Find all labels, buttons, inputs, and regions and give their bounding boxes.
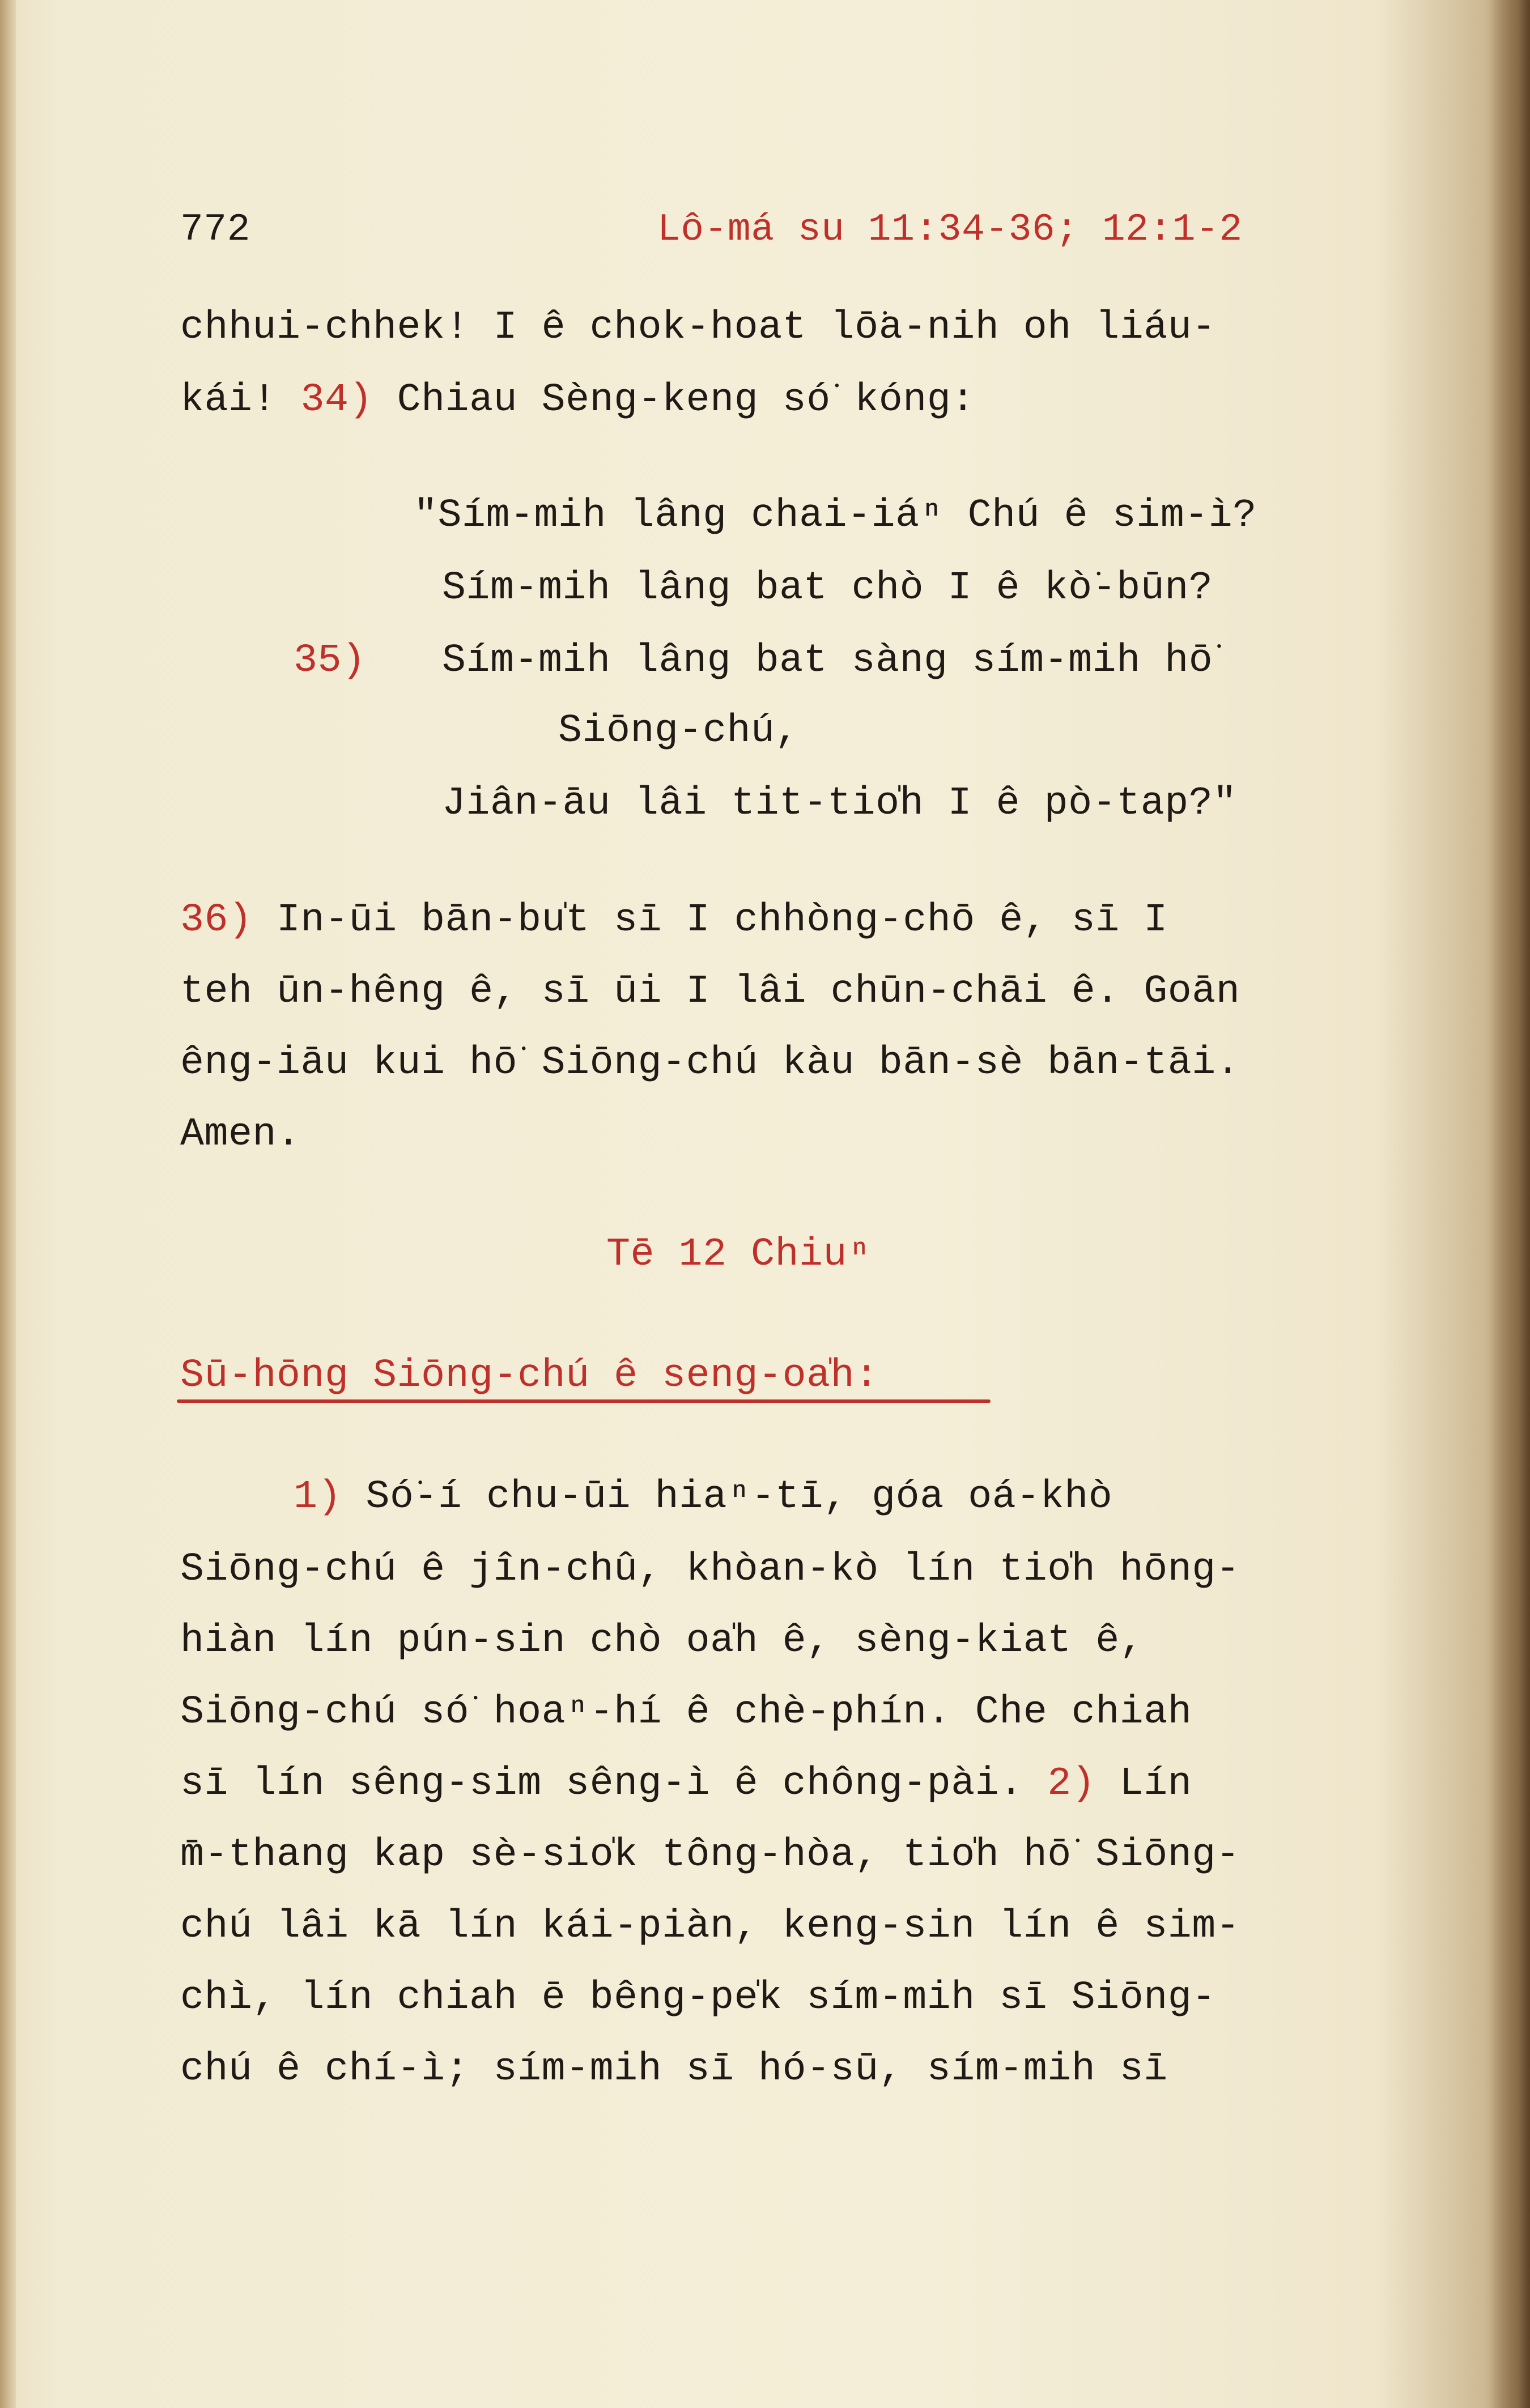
text-line: teh ūn-hêng ê, sī ūi I lâi chūn-chāi ê. Goān: [180, 969, 1240, 1014]
text-line: [294, 1475, 1113, 1520]
text-line: [180, 378, 975, 423]
text-line: Siōng-chú ê jîn-chû, khòan-kò lín tio̍h hōng-: [180, 1547, 1240, 1592]
page-spine: [0, 0, 16, 2408]
verse-text: Só͘-í chu-ūi hiaⁿ-tī, góa oá-khò: [366, 1475, 1113, 1520]
text-line: chhui-chhek! I ê chok-hoat lō͘a-nih oh liáu-: [180, 305, 1216, 350]
line-prefix: sī lín sêng-sim sêng-ì ê chông-pài.: [180, 1762, 1048, 1806]
section-heading: Sū-hōng Siōng-chú ê seng-oa̍h:: [180, 1354, 879, 1398]
page-number: 772: [180, 208, 250, 252]
verse-number: 2): [1047, 1762, 1096, 1806]
text-line: chì, lín chiah ē bêng-pe̍k sím-mih sī Siōng-: [180, 1976, 1216, 2020]
poetry-line: Sím-mih lâng bat chò I ê kò͘-būn?: [442, 566, 1213, 611]
text-line: m̄-thang kap sè-sio̍k tông-hòa, tio̍h hō͘ Siōng-: [180, 1833, 1240, 1878]
verse-number: 35): [294, 639, 366, 683]
text-line: êng-iāu kui hō͘ Siōng-chú kàu bān-sè bān-tāi.: [180, 1041, 1240, 1086]
text-line: chú ê chí-ì; sím-mih sī hó-sū, sím-mih sī: [180, 2047, 1168, 2092]
poetry-line: Siōng-chú,: [558, 709, 800, 754]
text-line: chú lâi kā lín kái-piàn, keng-sin lín ê sim-: [180, 1904, 1240, 1949]
verse-number: 34): [300, 378, 373, 423]
poetry-line: "Sím-mih lâng chai-iáⁿ Chú ê sim-ì?: [414, 493, 1257, 538]
poetry-line: Sím-mih lâng bat sàng sím-mih hō͘: [442, 639, 1213, 683]
text-line: [180, 1764, 1192, 1804]
chapter-title: Tē 12 Chiuⁿ: [606, 1232, 872, 1277]
text-line: Siōng-chú só͘ hoaⁿ-hí ê chè-phín. Che chiah: [180, 1690, 1192, 1735]
text-line: Amen.: [180, 1112, 301, 1157]
verse-number: 1): [294, 1475, 342, 1520]
page-edge-shadow: [1490, 0, 1530, 2408]
chapter-reference: Lô-má su 11:34-36; 12:1-2: [657, 208, 1243, 252]
verse-text: Chiau Sèng-keng só͘ kóng:: [397, 378, 975, 423]
verse-text: Lín: [1119, 1762, 1192, 1806]
text-line: hiàn lín pún-sin chò oa̍h ê, sèng-kiat ê,: [180, 1619, 1144, 1664]
verse-text: In-ūi bān-bu̍t sī I chhòng-chō ê, sī I: [277, 898, 1168, 943]
poetry-line: Jiân-āu lâi tit-tio̍h I ê pò-tap?": [442, 781, 1237, 826]
text-line: [180, 898, 1168, 943]
verse-number: 36): [180, 898, 253, 943]
section-heading-underline: [177, 1399, 991, 1403]
line-prefix: kái!: [180, 378, 301, 423]
